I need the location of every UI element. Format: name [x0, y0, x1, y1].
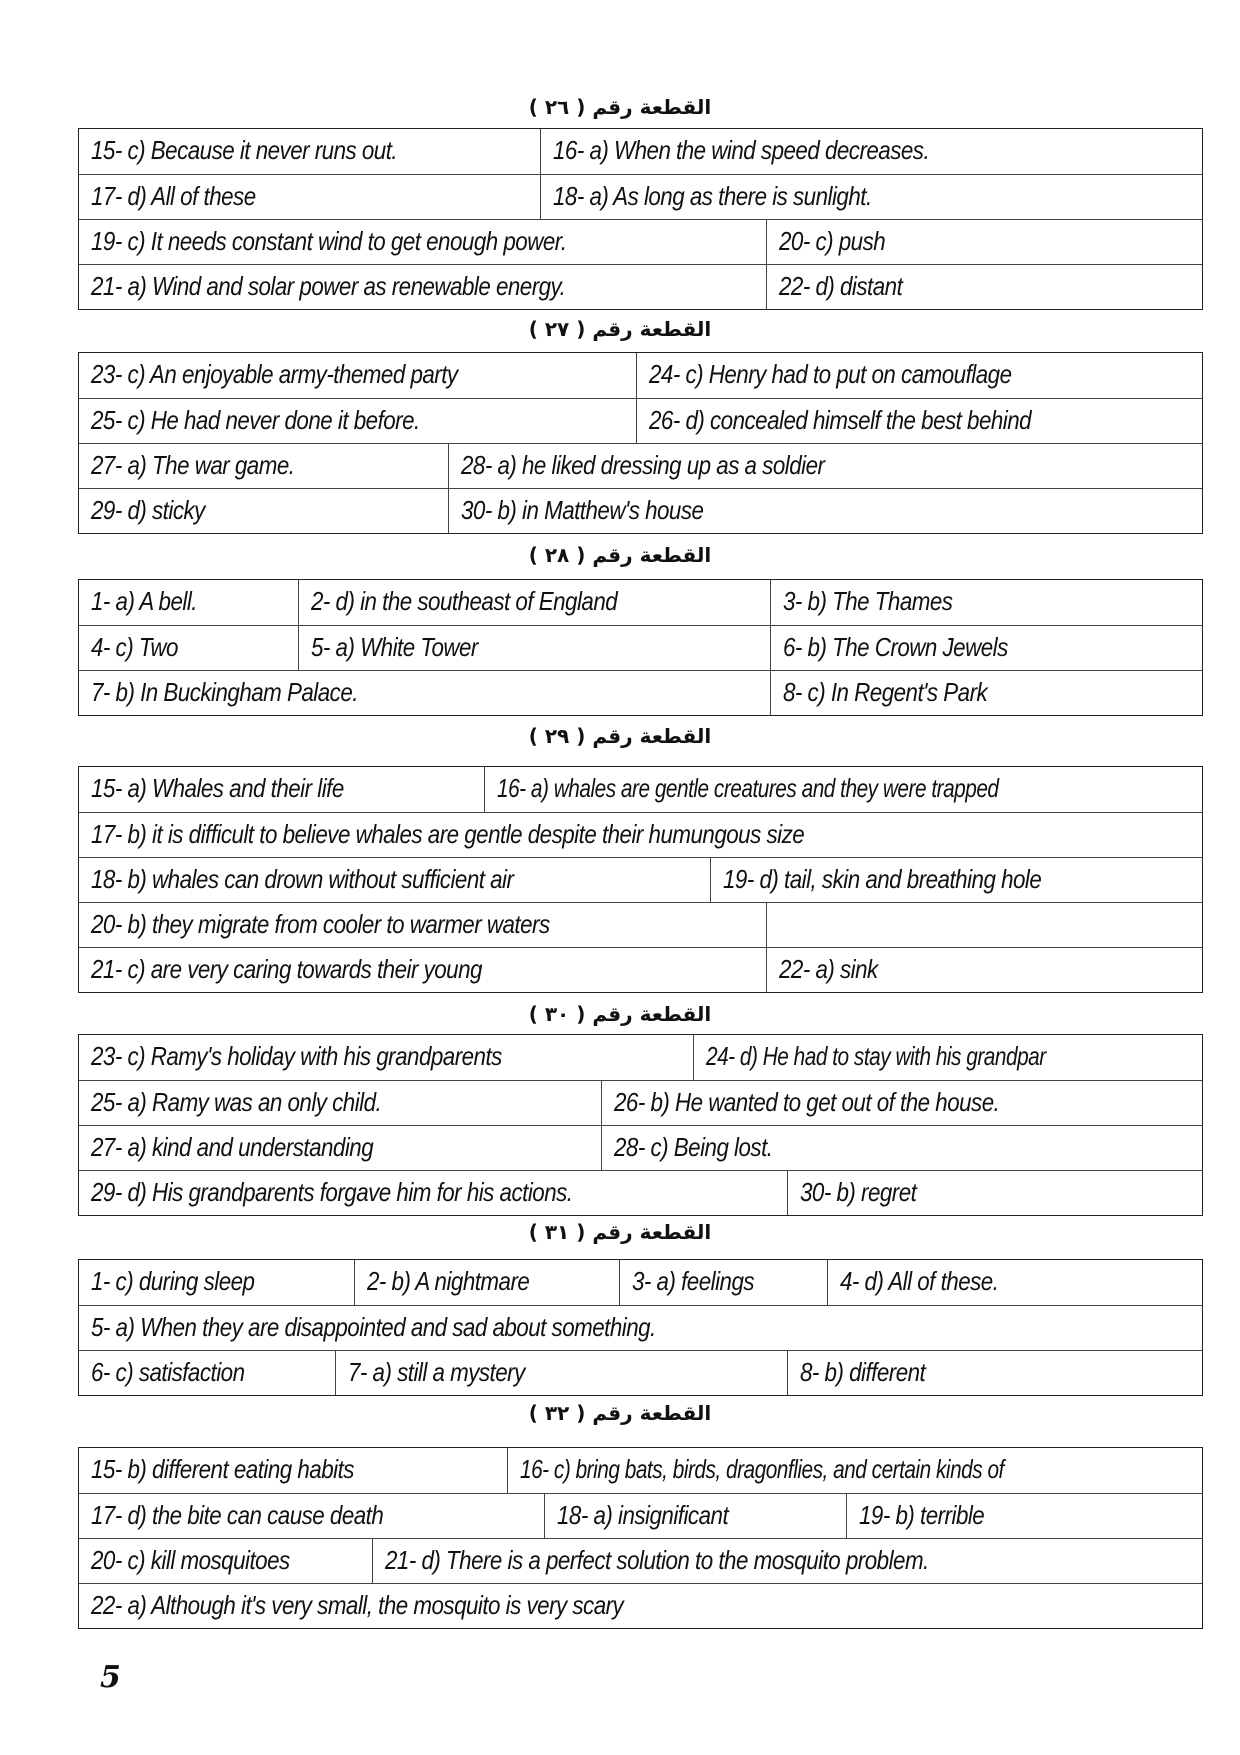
table-row	[79, 1125, 1202, 1170]
answer-cell: 25- c) He had never done it before.	[91, 405, 420, 435]
empty-cell	[766, 903, 1202, 947]
answer-cell: 26- b) He wanted to get out of the house.	[601, 1081, 1202, 1125]
answer-cell: 1- c) during sleep	[91, 1266, 255, 1296]
answer-cell: 5- a) When they are disappointed and sad about something.	[91, 1312, 656, 1342]
answer-cell: 21- a) Wind and solar power as renewable energy.	[91, 271, 566, 301]
answer-cell: 22- a) Although it's very small, the mosquito is very scary	[91, 1590, 624, 1620]
section-heading-26: القطعة رقم ( ٢٦ )	[528, 95, 712, 119]
answer-table-29	[78, 766, 1203, 993]
table-row	[79, 1080, 1202, 1125]
answer-cell: 18- b) whales can drown without sufficient air	[91, 864, 514, 894]
answer-cell: 29- d) sticky	[91, 495, 205, 525]
answer-cell: 7- b) In Buckingham Palace.	[91, 677, 358, 707]
table-row	[79, 1583, 1202, 1628]
table-row	[79, 398, 1202, 443]
answer-cell: 22- a) sink	[766, 948, 1202, 992]
answer-cell: 3- a) feelings	[619, 1260, 827, 1305]
table-row	[79, 625, 1202, 670]
page-number: 5	[100, 1660, 121, 1695]
table-row	[79, 857, 1202, 902]
table-row	[79, 670, 1202, 715]
section-heading-30: القطعة رقم ( ٣٠ )	[528, 1002, 712, 1026]
answer-table-26	[78, 128, 1203, 310]
answer-cell: 21- d) There is a perfect solution to the mosquito problem.	[372, 1539, 1202, 1583]
answer-table-27	[78, 352, 1203, 534]
table-row	[79, 812, 1202, 857]
table-row	[79, 443, 1202, 488]
answer-cell: 25- a) Ramy was an only child.	[91, 1087, 382, 1117]
answer-cell: 17- b) it is difficult to believe whales are gentle despite their humungous size	[91, 819, 805, 849]
answer-cell: 16- a) When the wind speed decreases.	[540, 129, 1202, 174]
answer-cell: 30- b) in Matthew's house	[448, 489, 1202, 533]
table-row	[79, 902, 1202, 947]
answer-cell: 4- d) All of these.	[827, 1260, 1202, 1305]
answer-cell: 1- a) A bell.	[91, 586, 197, 616]
answer-table-31	[78, 1259, 1203, 1396]
answer-cell: 22- d) distant	[766, 265, 1202, 309]
answer-cell: 17- d) All of these	[91, 181, 256, 211]
table-row	[79, 1538, 1202, 1583]
answer-cell: 2- d) in the southeast of England	[298, 580, 770, 625]
table-row	[79, 1305, 1202, 1350]
answer-cell: 17- d) the bite can cause death	[91, 1500, 384, 1530]
section-heading-27: القطعة رقم ( ٢٧ )	[528, 317, 712, 341]
answer-cell: 18- a) insignificant	[544, 1494, 846, 1538]
answer-cell: 19- d) tail, skin and breathing hole	[710, 858, 1202, 902]
table-row	[79, 353, 1202, 398]
answer-cell: 5- a) White Tower	[298, 626, 770, 670]
answer-cell: 23- c) Ramy's holiday with his grandparents	[91, 1041, 502, 1071]
section-heading-32: القطعة رقم ( ٣٢ )	[528, 1401, 712, 1425]
section-heading-31: القطعة رقم ( ٣١ )	[528, 1220, 712, 1244]
table-row	[79, 129, 1202, 174]
answer-cell: 20- c) kill mosquitoes	[91, 1545, 290, 1575]
answer-cell: 19- b) terrible	[846, 1494, 1202, 1538]
answer-cell: 20- b) they migrate from cooler to warmer waters	[91, 909, 550, 939]
table-row	[79, 264, 1202, 309]
answer-cell: 2- b) A nightmare	[354, 1260, 619, 1305]
answer-cell: 24- c) Henry had to put on camouflage	[636, 353, 1202, 398]
answer-cell: 15- c) Because it never runs out.	[91, 135, 398, 165]
answer-cell: 27- a) The war game.	[91, 450, 295, 480]
answer-cell: 28- a) he liked dressing up as a soldier	[448, 444, 1202, 488]
table-row	[79, 1035, 1202, 1080]
table-row	[79, 219, 1202, 264]
answer-cell: 3- b) The Thames	[770, 580, 1202, 625]
table-row	[79, 488, 1202, 533]
answer-cell: 4- c) Two	[91, 632, 178, 662]
answer-cell: 23- c) An enjoyable army-themed party	[91, 359, 458, 389]
table-row	[79, 1448, 1202, 1493]
answer-cell: 24- d) He had to stay with his grandpar	[693, 1035, 1202, 1080]
table-row	[79, 580, 1202, 625]
answer-cell: 8- c) In Regent's Park	[770, 671, 1202, 715]
answer-cell: 27- a) kind and understanding	[91, 1132, 374, 1162]
answer-cell: 21- c) are very caring towards their young	[91, 954, 482, 984]
answer-cell: 6- b) The Crown Jewels	[770, 626, 1202, 670]
table-row	[79, 1493, 1202, 1538]
table-row	[79, 1260, 1202, 1305]
answer-cell: 30- b) regret	[787, 1171, 1202, 1215]
answer-cell: 7- a) still a mystery	[335, 1351, 787, 1395]
answer-cell: 19- c) It needs constant wind to get enough power.	[91, 226, 567, 256]
section-heading-28: القطعة رقم ( ٢٨ )	[528, 543, 712, 567]
answer-cell: 8- b) different	[787, 1351, 1202, 1395]
answer-cell: 28- c) Being lost.	[601, 1126, 1202, 1170]
table-row	[79, 767, 1202, 812]
answer-cell: 29- d) His grandparents forgave him for his actions.	[91, 1177, 573, 1207]
answer-cell: 15- a) Whales and their life	[91, 773, 344, 803]
answer-table-28	[78, 579, 1203, 716]
answer-cell: 15- b) different eating habits	[91, 1454, 354, 1484]
table-row	[79, 1350, 1202, 1395]
answer-cell: 18- a) As long as there is sunlight.	[540, 175, 1202, 219]
table-row	[79, 947, 1202, 992]
table-row	[79, 174, 1202, 219]
answer-cell: 16- a) whales are gentle creatures and they were trapped	[484, 767, 1202, 812]
answer-cell: 16- c) bring bats, birds, dragonflies, and certain kinds of	[507, 1448, 1202, 1493]
table-row	[79, 1170, 1202, 1215]
section-heading-29: القطعة رقم ( ٢٩ )	[528, 724, 712, 748]
answer-table-32	[78, 1447, 1203, 1629]
answer-table-30	[78, 1034, 1203, 1216]
answer-cell: 20- c) push	[766, 220, 1202, 264]
answer-cell: 26- d) concealed himself the best behind	[636, 399, 1202, 443]
answer-cell: 6- c) satisfaction	[91, 1357, 245, 1387]
